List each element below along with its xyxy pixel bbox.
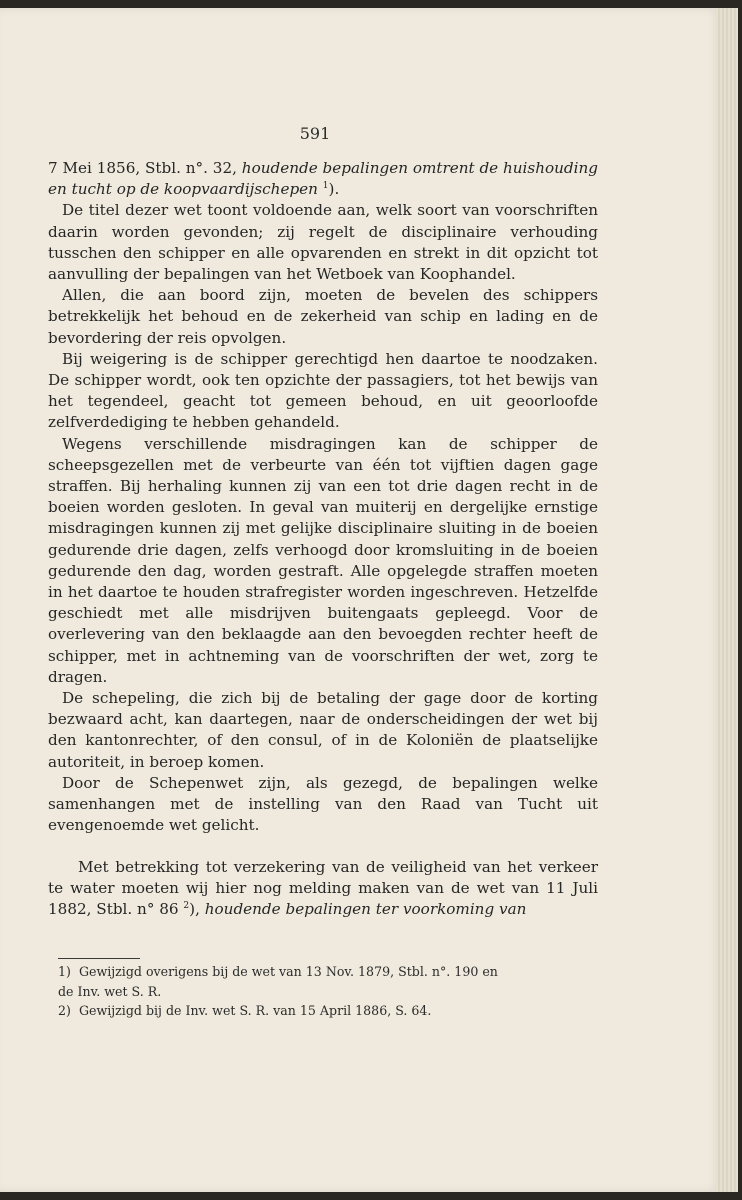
footnote-divider [58,958,140,959]
footnote-number: 1) [58,964,71,979]
footnote-text: Gewijzigd bij de Inv. wet S. R. van 15 April 1886, S. 64. [78,1003,432,1018]
footnotes [58,962,608,1021]
page-stack-edge [716,8,738,1192]
law-date-reference: 7 Mei 1856, Stbl. n°. 32, [48,159,242,177]
paragraph: Allen, die aan boord zijn, moeten de bevelen des schippers betrekkelijk het behoud en de zekerheid van schip en lading en de bevordering der reis opvolgen. [48,286,598,347]
paragraph: De titel dezer wet toont voldoende aan, welk soort van voorschriften daarin worden gevonden; zij regelt de disciplinaire verhouding tusschen den schipper en alle opvarenden en strekt in dit opzicht tot aanvulling der bepalingen van het Wetboek van Koophandel. [48,201,598,284]
paragraph-tail: ). [328,180,340,199]
paragraph: Bij weigering is de schipper gerechtigd hen daartoe te noodzaken. De schipper wordt, ook ten opzichte der passagiers, tot het bewijs van het tegendeel, geacht tot gemeen behoud, en uit geoorloofde zelfverdediging te hebben gehandeld. [48,349,598,432]
paragraph-safety-law [48,857,598,921]
footnote-ref-2[interactable]: 2 [183,900,190,911]
paragraph-mid: ), [189,899,205,918]
footnote-number: 2) [58,1003,71,1018]
footnote-2 [58,1001,608,1021]
page-number: 591 [299,124,331,143]
footnote-text: Gewijzigd overigens bij de wet van 13 Nov. 1879, Stbl. n°. 190 en [78,964,498,979]
paragraph: Wegens verschillende misdragingen kan de schipper de scheepsgezellen met de verbeurte van één tot vijftien dagen gage straffen. Bij herhaling kunnen zij van een tot drie dagen recht in de boeien worden gesloten. In geval van muiterij en dergelijke ernstige misdragingen kunnen zij met gelijke disciplinaire sluiting in de boeien gedurende drie dagen, zelfs verhoogd door kromsluiting in de boeien gedurende den dag, worden gestraft. Alle opgelegde straffen moeten in het daartoe te houden strafregister worden ingeschreven. Hetzelfde geschiedt met alle misdrijven buitengaats gepleegd. Voor de overlevering van den beklaagde aan den bevoegden rechter heeft de schipper, met in achtneming van de voorschriften der wet, zorg te dragen. [48,434,598,686]
law-title: houdende bepalingen ter voorkoming van [204,899,527,918]
paragraph: Door de Schepenwet zijn, als gezegd, de bepalingen welke samenhangen met de instelling van den Raad van Tucht uit evengenoemde wet gelicht. [48,773,598,835]
footnote-text-continued: de Inv. wet S. R. [58,983,162,999]
footnote-1 [58,962,608,1001]
paragraph-law-reference [48,158,598,200]
paragraph: De schepeling, die zich bij de betaling der gage door de korting bezwaard acht, kan daartegen, naar de onderscheidingen der wet bij den kantonrechter, of den consul, of in de Koloniën de plaatselijke autoriteit, in beroep komen. [48,689,598,771]
paragraph-lead: Met betrekking tot verzekering van de veiligheid van het verkeer te water moeten wij hier nog melding maken van de wet van 11 Juli 1882, Stbl. n° 86 [48,857,598,918]
footnote-ref-1[interactable]: 1 [322,181,329,192]
body-text [48,158,598,920]
law-title: houdende bepalingen omtrent de huishouding en tucht op de koopvaardijschepen [48,159,598,199]
